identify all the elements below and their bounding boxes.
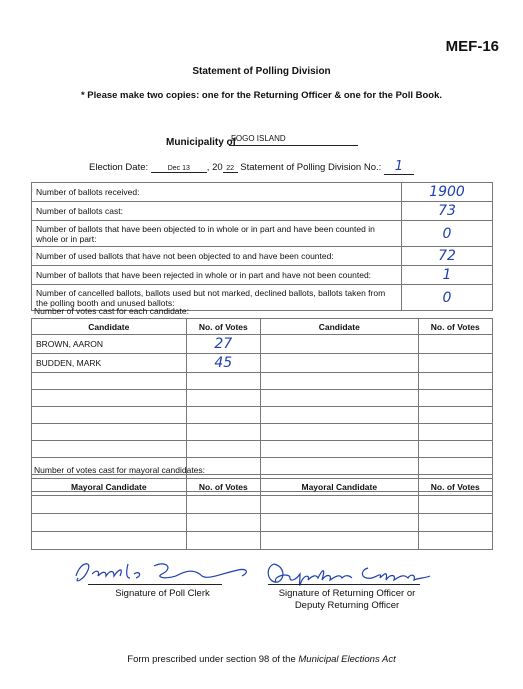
poll-clerk-signature [70, 556, 270, 592]
returning-officer-label-line2: Deputy Returning Officer [294, 600, 400, 611]
ballot-row-label: Number of used ballots that have not been objected to and have been counted: [32, 247, 402, 266]
candidate-name: BROWN, AARON [32, 335, 187, 354]
ballot-count-table [31, 182, 493, 311]
votes-header: No. of Votes [186, 319, 260, 335]
returning-officer-signature-label [262, 588, 432, 612]
table-row [32, 373, 493, 390]
candidate-header: Candidate [32, 319, 187, 335]
ballot-row-label: Number of ballots cast: [32, 202, 402, 221]
table-row [32, 441, 493, 458]
poll-clerk-signature-line [88, 584, 222, 586]
election-date-year: 22 [223, 165, 238, 173]
ballot-row [32, 183, 493, 202]
table-row [32, 424, 493, 441]
returning-officer-label-line1: Signature of Returning Officer or [278, 588, 416, 599]
mayoral-votes-label: Number of votes cast for mayoral candidates: [34, 465, 206, 475]
table-row [32, 532, 493, 550]
candidate-header-row [32, 319, 493, 335]
ballot-row-value: 1 [402, 266, 493, 285]
candidate-header-2: Candidate [261, 319, 419, 335]
mayoral-votes-header-2: No. of Votes [418, 479, 492, 496]
ballot-row [32, 247, 493, 266]
votes-header-2: No. of Votes [418, 319, 492, 335]
form-id: MEF-16 [445, 38, 499, 55]
returning-officer-signature [260, 556, 440, 592]
table-row [32, 390, 493, 407]
table-row [32, 496, 493, 514]
votes-cast-label: Number of votes cast for each candidate: [34, 306, 189, 316]
ballot-row-label: Number of cancelled ballots, ballots used but not marked, declined ballots, ballots taken from the polling booth and unused ballots: [32, 285, 402, 311]
ballot-row-label: Number of ballots that have been objected to in whole or in part and have been counted in whole or in part: [32, 221, 402, 247]
election-date-label: Election Date: [89, 162, 149, 173]
ballot-row-value: 0 [402, 221, 493, 247]
ballot-row-value: 1900 [402, 183, 493, 202]
candidate-votes: 27 [186, 335, 260, 354]
ballot-row [32, 202, 493, 221]
mayoral-votes-table [31, 478, 493, 550]
mayoral-header-row [32, 479, 493, 496]
table-row [32, 514, 493, 532]
footer-text: Form prescribed under section 98 of the [127, 654, 299, 665]
ballot-row-label: Number of ballots that have been rejected in whole or in part and have not been counted: [32, 266, 402, 285]
returning-officer-signature-line [268, 584, 420, 586]
ballot-row [32, 221, 493, 247]
footer-note [0, 654, 523, 665]
ballot-row-label: Number of ballots received: [32, 183, 402, 202]
mayoral-votes-header: No. of Votes [186, 479, 260, 496]
candidate-votes: 45 [186, 354, 260, 373]
footer-act-name: Municipal Elections Act [298, 654, 396, 665]
page-title: Statement of Polling Division [192, 66, 331, 77]
municipality-value: FOGO ISLAND [229, 134, 358, 146]
ballot-row-value: 72 [402, 247, 493, 266]
table-row [32, 407, 493, 424]
election-date-year-prefix: , 20 [206, 162, 223, 173]
mayoral-candidate-header: Mayoral Candidate [32, 479, 187, 496]
table-row [32, 354, 493, 373]
table-row [32, 335, 493, 354]
poll-clerk-signature-label: Signature of Poll Clerk [115, 588, 210, 599]
municipality-label: Municipality of [166, 137, 236, 148]
ballot-row [32, 266, 493, 285]
mayoral-candidate-header-2: Mayoral Candidate [261, 479, 419, 496]
ballot-row-value: 0 [402, 285, 493, 311]
ballot-row-value: 73 [402, 202, 493, 221]
copies-note: * Please make two copies: one for the Returning Officer & one for the Poll Book. [80, 90, 443, 101]
election-date-row [89, 159, 414, 175]
statement-no-value: 1 [384, 159, 414, 175]
statement-no-label: Statement of Polling Division No.: [240, 162, 382, 173]
election-date-day: Dec 13 [151, 165, 207, 173]
candidate-name: BUDDEN, MARK [32, 354, 187, 373]
